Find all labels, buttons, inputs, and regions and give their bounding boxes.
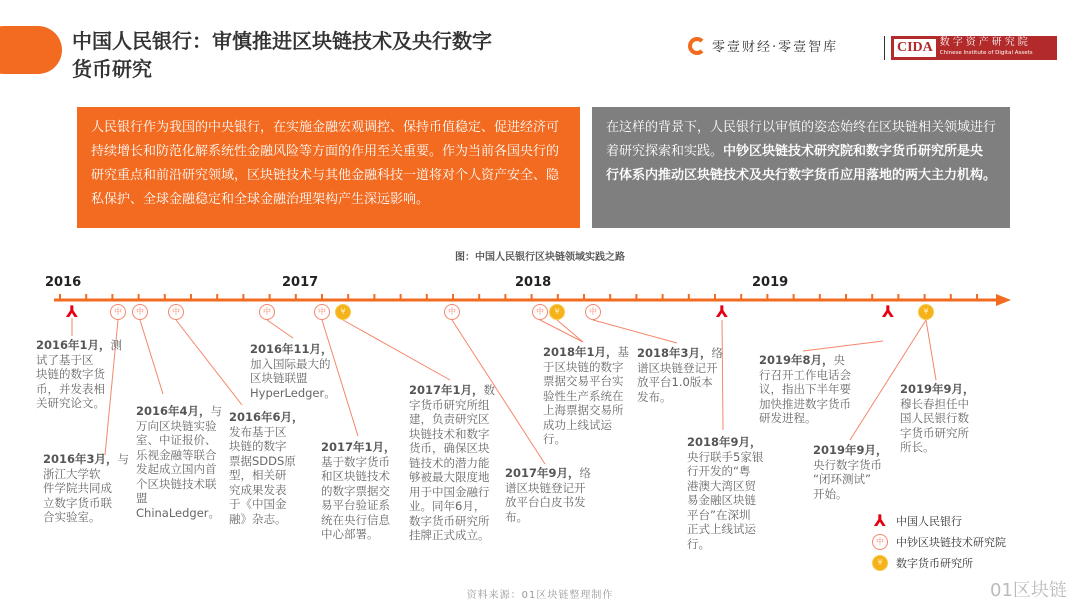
coin-icon: ¥ [335, 304, 351, 320]
pboc-logo-icon: ⅄ [873, 510, 887, 530]
mint-institute-icon: 中 [585, 304, 601, 320]
legend [872, 510, 1006, 573]
coin-icon: ¥ [872, 555, 888, 571]
timeline-event: 2017年9月，络 谱区块链登记开 放平台白皮书发 布。 [505, 466, 592, 524]
mint-institute-icon: 中 [872, 534, 888, 550]
mint-institute-icon: 中 [110, 304, 126, 320]
mint-institute-icon: 中 [132, 304, 148, 320]
timeline-event: 2016年1月，测试了基于区 块链的数字货 币，并发表相 关研究论文。 [36, 338, 123, 410]
pboc-logo-icon: ⅄ [65, 302, 79, 321]
mint-institute-icon: 中 [444, 304, 460, 320]
intro-orange-box: 人民银行作为我国的中央银行，在实施金融宏观调控、保持币值稳定、促进经济可持续增长和防范化解系统性金融风险等方面的作用至关重要。作为当前各国央行的研究重点和前沿研究领域，区块链技术与其他金融科技一道将对个人资产安全、隐私保护、全球金融稳定和全球金融治理架构产生深远影响。 [77, 107, 580, 228]
pboc-logo-icon: ⅄ [881, 302, 895, 321]
pboc-logo-icon: ⅄ [715, 302, 729, 321]
watermark: 01区块链 [990, 580, 1067, 601]
timeline-event: 2019年9月， 央行数字货币 “闭环测试” 开始。 [813, 443, 888, 501]
coin-icon: ¥ [549, 304, 565, 320]
year-label: 2017 [282, 275, 319, 290]
year-label: 2018 [515, 275, 552, 290]
lingyi-logo: 零壹财经·零壹智库 [688, 36, 838, 55]
timeline-event: 2018年9月， 央行联手5家银 行开发的“粤 港澳大湾区贸 易金融区块链 平台”在深圳 正式上线试运 行。 [687, 435, 764, 551]
mint-institute-icon: 中 [314, 304, 330, 320]
timeline-event: 2016年3月，与浙江大学软 件学院共同成 立数字货币联 合实验室。 [43, 452, 130, 524]
year-label: 2016 [45, 275, 82, 290]
timeline-event: 2019年9月， 穆长春担任中 国人民银行数 字货币研究所 所长。 [900, 382, 975, 454]
year-label: 2019 [752, 275, 789, 290]
intro-grey-box: 在这样的背景下，人民银行以审慎的姿态始终在区块链相关领域进行着研究探索和实践。中钞区块链技术研究院和数字货币研究所是央行体系内推动区块链技术及央行数字货币应用落地的两大主力机构。 [592, 107, 1010, 228]
timeline-event: 2018年3月，络 谱区块链登记开 放平台1.0版本 发布。 [637, 346, 724, 404]
legend-item-dcri: ¥ 数字货币研究所 [872, 552, 1006, 573]
timeline-event: 2019年8月，央 行召开工作电话会 议，指出下半年要 加快推进数字货币 研发进程。 [759, 353, 851, 425]
page-title: 中国人民银行：审慎推进区块链技术及央行数字货币研究 [72, 29, 492, 81]
mint-institute-icon: 中 [259, 304, 275, 320]
timeline-arrow [996, 294, 1011, 306]
timeline-event: 2016年4月，与 万向区块链实验 室、中证报价、 乐视金融等联合 发起成立国内首 个区块链技术联 盟ChinaLedger。 [136, 404, 223, 520]
legend-item-pboc: ⅄ 中国人民银行 [873, 510, 962, 530]
timeline-event: 2018年1月，基 于区块链的数字 票据交易平台实 验性生产系统在 上海票据交易所 成功上线试运行。 [543, 345, 630, 446]
cida-logo: CIDA 数字资产研究院 Chinese Institute of Digital Assets [891, 36, 1057, 60]
timeline-event: 2016年6月， 发布基于区 块链的数字 票据SDDS原 型，相关研 究成果发表 于《中国金 融》杂志。 [229, 410, 304, 526]
timeline-event: 2017年1月，数 字货币研究所组 建，负责研究区 块链技术和数字 货币，确保区块 链技术的潜力能 够被最大限度地 用于中国金融行 业。同年6月， 数字货币研究所 挂牌正式成立。 [409, 383, 496, 542]
figure-caption: 图：中国人民银行区块链领域实践之路 [455, 252, 625, 263]
legend-item-mint: 中 中钞区块链技术研究院 [872, 531, 1006, 552]
coin-icon: ¥ [918, 304, 934, 320]
timeline-event: 2017年1月， 基于数字货币 和区块链技术 的数字票据交 易平台验证系 统在央行信息 中心部署。 [321, 440, 396, 541]
mint-institute-icon: 中 [532, 304, 548, 320]
timeline-event: 2016年11月， 加入国际最大的 区块链联盟 HyperLedger。 [250, 342, 336, 400]
source-note: 资料来源：01区块链整理制作 [466, 590, 614, 601]
mint-institute-icon: 中 [168, 304, 184, 320]
